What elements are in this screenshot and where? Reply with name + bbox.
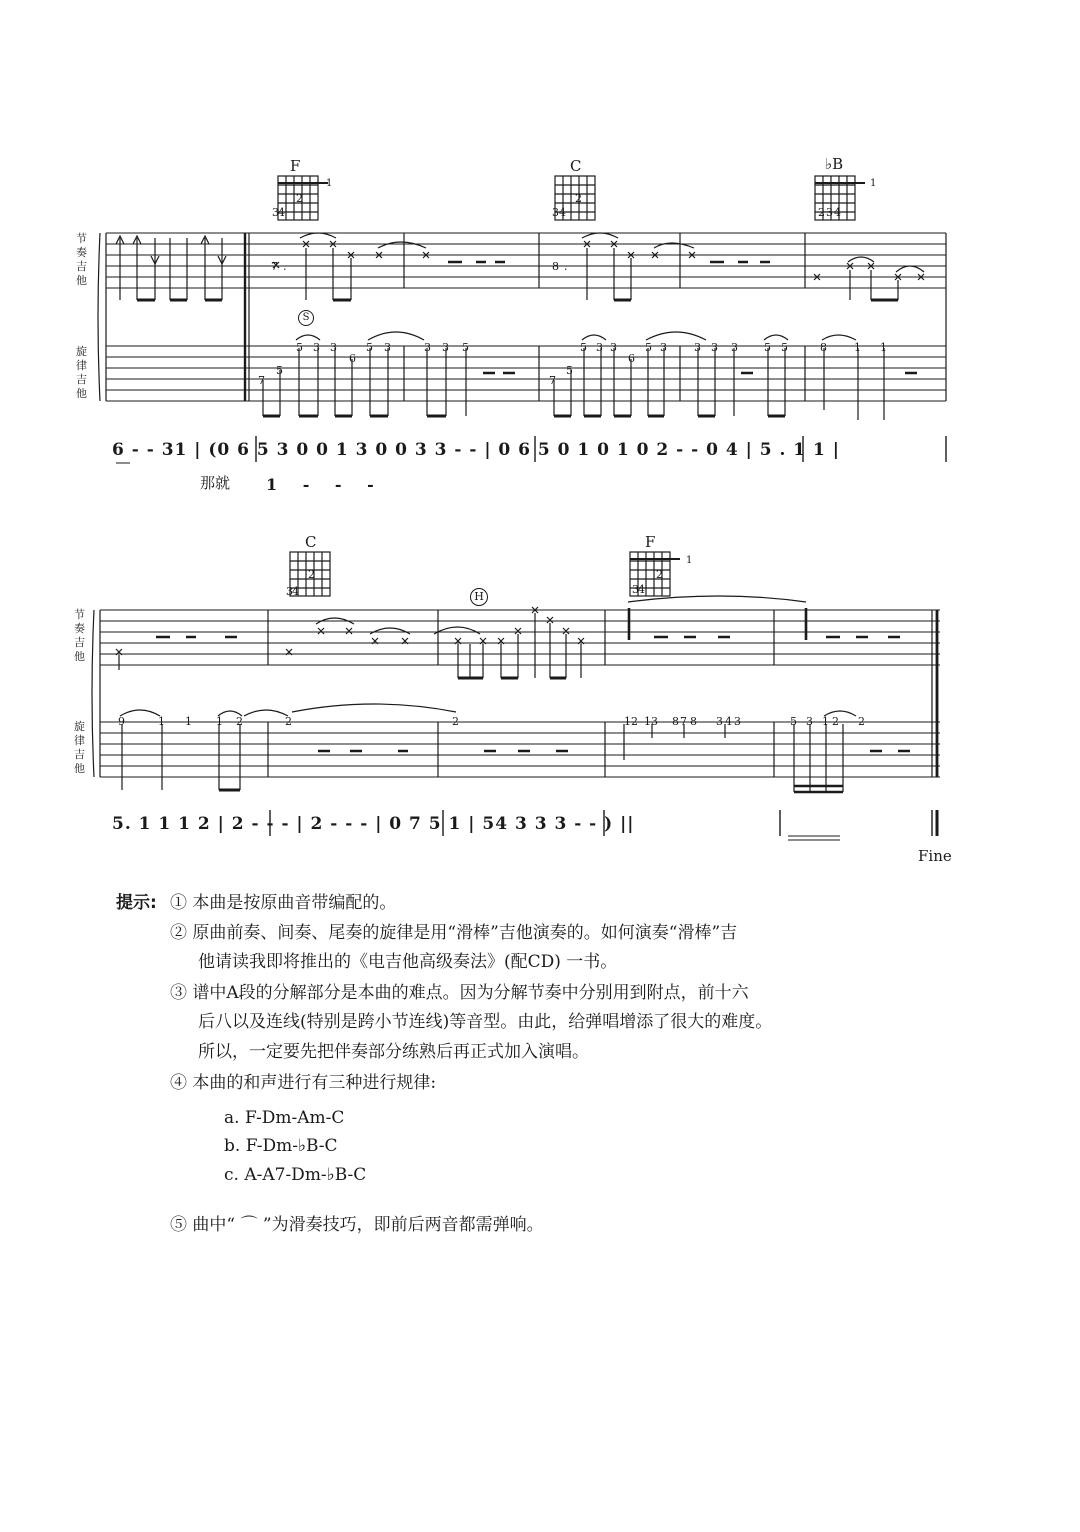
svg-text:1: 1 <box>686 555 693 566</box>
svg-text:5: 5 <box>296 341 303 354</box>
svg-text:2: 2 <box>575 192 582 205</box>
label-char: 旋 <box>76 345 87 358</box>
melody-staff-2 <box>100 722 940 777</box>
svg-text:1: 1 <box>854 341 861 354</box>
chord-diagram-f <box>278 176 328 220</box>
system-1 <box>98 176 946 463</box>
svg-text:5: 5 <box>580 341 587 354</box>
svg-text:5: 5 <box>790 715 797 728</box>
svg-text:2: 2 <box>296 192 303 205</box>
label-char: 吉 <box>76 373 87 386</box>
label-char: 吉 <box>76 260 87 273</box>
svg-text:3: 3 <box>806 715 813 728</box>
svg-text:2: 2 <box>452 715 459 728</box>
svg-text:5: 5 <box>276 364 283 377</box>
svg-text:2: 2 <box>818 206 825 219</box>
svg-text:8: 8 <box>672 715 679 728</box>
note-item-1: ① 本曲是按原曲音带编配的。 <box>170 893 397 913</box>
svg-text:5: 5 <box>781 341 788 354</box>
note-item-2: ② 原曲前奏、间奏、尾奏的旋律是用“滑棒”吉他演奏的。如何演奏“滑棒”吉 <box>170 923 738 943</box>
svg-text:12: 12 <box>624 715 638 728</box>
strum-arrows <box>116 236 226 300</box>
svg-text:3: 3 <box>596 341 603 354</box>
svg-text:7: 7 <box>271 260 278 273</box>
svg-text:8: 8 <box>552 260 559 273</box>
chord-name-c-2: C <box>305 533 317 551</box>
label-char: 奏 <box>74 622 85 635</box>
note-item-4: ④ 本曲的和声进行有三种进行规律: <box>170 1073 437 1093</box>
svg-text:5: 5 <box>645 341 652 354</box>
svg-text:3: 3 <box>826 206 833 219</box>
label-char: 他 <box>76 274 87 287</box>
melody-staff-1 <box>106 346 946 401</box>
svg-text:5: 5 <box>566 364 573 377</box>
svg-text:5: 5 <box>462 341 469 354</box>
note-item-2-cont: 他请读我即将推出的《电吉他高级奏法》(配CD) 一书。 <box>198 952 618 972</box>
svg-text:1: 1 <box>870 178 877 189</box>
svg-text:2: 2 <box>858 715 865 728</box>
melody-guitar-label-1 <box>76 345 90 401</box>
chord-name-f-2: F <box>645 533 656 551</box>
label-char: 律 <box>74 734 85 747</box>
lyric-text: 那就 <box>200 474 231 492</box>
svg-text:4: 4 <box>834 206 841 219</box>
system-2 <box>92 552 940 840</box>
svg-text:1: 1 <box>822 715 829 728</box>
barlines-2 <box>268 610 937 777</box>
svg-text:3: 3 <box>552 206 559 219</box>
label-char: 奏 <box>76 246 87 259</box>
svg-text:4: 4 <box>278 206 285 219</box>
svg-text:.: . <box>564 260 568 273</box>
svg-text:3: 3 <box>632 583 639 596</box>
svg-text:3: 3 <box>610 341 617 354</box>
svg-text:3: 3 <box>731 341 738 354</box>
progression-b: b. F-Dm-♭B-C <box>224 1136 338 1156</box>
svg-text:.: . <box>283 260 287 273</box>
lyric-note: 1 - - - <box>266 475 384 494</box>
svg-text:6: 6 <box>628 352 635 365</box>
svg-text:3: 3 <box>330 341 337 354</box>
fine-mark: Fine <box>918 847 952 865</box>
svg-text:1: 1 <box>326 178 333 189</box>
svg-text:3: 3 <box>286 585 293 598</box>
note-item-3-cont: 后八以及连线(特别是跨小节连线)等音型。由此，给弹唱增添了很大的难度。 <box>198 1012 773 1032</box>
label-char: 节 <box>74 608 85 621</box>
barlines-1 <box>245 233 946 401</box>
svg-text:4: 4 <box>292 585 299 598</box>
melody-notes-1 <box>263 332 917 420</box>
chord-name-bflat: ♭B <box>825 155 844 173</box>
progression-c: c. A-A7-Dm-♭B-C <box>224 1165 367 1185</box>
svg-text:6: 6 <box>349 352 356 365</box>
svg-text:2: 2 <box>308 568 315 581</box>
note-item-3: ③ 谱中A段的分解部分是本曲的难点。因为分解节奏中分别用到附点，前十六 <box>170 983 749 1003</box>
melody-guitar-label-2 <box>74 720 88 776</box>
label-char: 律 <box>76 359 87 372</box>
svg-text:1: 1 <box>880 341 887 354</box>
jianpu-row-2: 5. 1 1 1 2 | 2 - - - | 2 - - - | 0 7 5 1 | 54 3 3 3 - - ) || <box>112 814 635 834</box>
label-char: 他 <box>76 387 87 400</box>
svg-text:7: 7 <box>680 715 687 728</box>
label-char: 节 <box>76 232 87 245</box>
chord-name-c: C <box>570 157 582 175</box>
svg-text:1: 1 <box>216 715 223 728</box>
svg-text:4: 4 <box>638 583 645 596</box>
svg-text:1: 1 <box>185 715 192 728</box>
svg-text:4: 4 <box>559 206 566 219</box>
slide-marker: S <box>298 310 314 326</box>
svg-text:3: 3 <box>711 341 718 354</box>
rhythm-guitar-label-1 <box>76 232 90 288</box>
progression-a: a. F-Dm-Am-C <box>224 1108 345 1128</box>
jianpu-row-1: 6 - - 31 | (0 6 5 3 0 0 1 3 0 0 3 3 - - | 0 6 5 0 1 0 1 0 2 - - 0 4 | 5 . 1 1 | <box>112 440 840 460</box>
svg-text:3: 3 <box>272 206 279 219</box>
label-char: 他 <box>74 762 85 775</box>
label-char: 旋 <box>74 720 85 733</box>
svg-text:3: 3 <box>384 341 391 354</box>
svg-text:3: 3 <box>694 341 701 354</box>
svg-text:7: 7 <box>549 374 556 387</box>
chord-name-f: F <box>290 157 301 175</box>
rhythm-guitar-label-2 <box>74 608 88 664</box>
svg-text:3: 3 <box>442 341 449 354</box>
label-char: 他 <box>74 650 85 663</box>
label-char: 吉 <box>74 748 85 761</box>
svg-text:3: 3 <box>424 341 431 354</box>
svg-text:2: 2 <box>236 715 243 728</box>
svg-text:1: 1 <box>158 715 165 728</box>
note-item-5: ⑤ 曲中“ ⌒ ”为滑奏技巧，即前后两音都需弹响。 <box>170 1215 544 1235</box>
svg-text:7: 7 <box>258 374 265 387</box>
svg-text:3: 3 <box>734 715 741 728</box>
label-char: 吉 <box>74 636 85 649</box>
svg-text:8: 8 <box>820 341 827 354</box>
rhythm-notes-2 <box>116 596 900 678</box>
svg-text:3: 3 <box>716 715 723 728</box>
svg-text:2: 2 <box>656 568 663 581</box>
svg-text:5: 5 <box>366 341 373 354</box>
svg-text:8: 8 <box>690 715 697 728</box>
svg-text:4: 4 <box>725 715 732 728</box>
svg-text:9: 9 <box>118 715 125 728</box>
svg-text:5: 5 <box>764 341 771 354</box>
svg-text:13: 13 <box>644 715 658 728</box>
svg-text:3: 3 <box>313 341 320 354</box>
svg-text:3: 3 <box>660 341 667 354</box>
svg-text:2: 2 <box>832 715 839 728</box>
section-marker-h: H <box>470 588 488 606</box>
note-item-3-cont2: 所以，一定要先把伴奏部分练熟后再正式加入演唱。 <box>198 1042 589 1062</box>
notes-label: 提示: <box>116 893 157 913</box>
svg-text:2: 2 <box>285 715 292 728</box>
